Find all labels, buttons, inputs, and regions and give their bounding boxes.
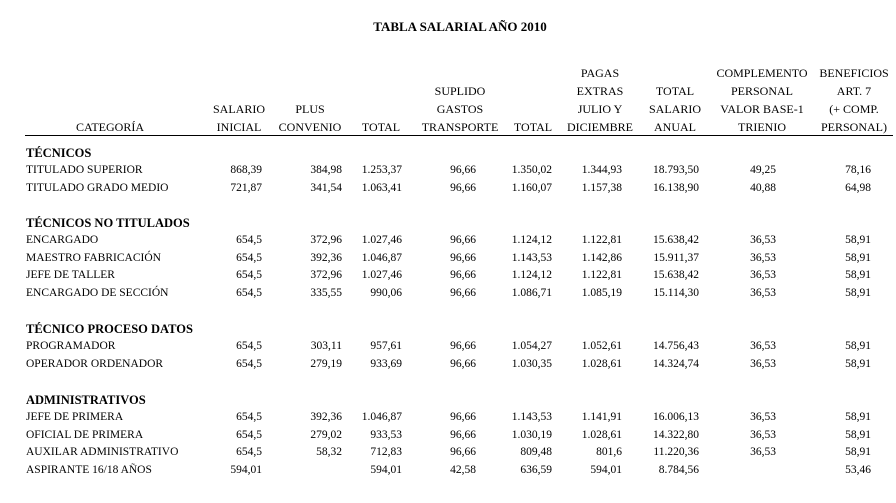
column-header-line: CATEGORÍA <box>76 120 144 134</box>
value-cell: 654,5 <box>236 446 262 459</box>
table-row <box>0 252 896 270</box>
category-cell: OPERADOR ORDENADOR <box>26 357 164 370</box>
value-cell: 96,66 <box>450 287 476 300</box>
value-cell: 58,91 <box>845 251 871 264</box>
section-title: TÉCNICOS <box>26 146 92 160</box>
column-header-line: GASTOS <box>436 102 484 116</box>
section-title: TÉCNICOS NO TITULADOS <box>26 216 190 230</box>
value-cell: 96,66 <box>450 446 476 459</box>
table-row <box>0 164 896 182</box>
value-cell: 654,5 <box>236 428 262 441</box>
column-header <box>560 64 640 136</box>
value-cell: 96,66 <box>450 251 476 264</box>
column-header-line: TOTAL <box>513 120 553 134</box>
value-cell: 933,53 <box>370 428 402 441</box>
value-cell: 96,66 <box>450 164 476 176</box>
value-cell: 11.220,36 <box>653 446 699 459</box>
value-cell: 1.122,81 <box>581 234 622 246</box>
value-cell: 96,66 <box>450 340 476 352</box>
value-cell: 14.322,80 <box>653 428 699 441</box>
column-header-line: PERSONAL <box>730 84 793 98</box>
value-cell: 372,96 <box>310 269 342 282</box>
column-header-line: BENEFICIOS <box>819 66 889 80</box>
column-header-line: SALARIO <box>212 102 265 116</box>
value-cell: 1.028,61 <box>581 357 622 370</box>
column-header <box>204 64 274 136</box>
value-cell: 15.638,42 <box>653 234 699 246</box>
value-cell: 36,53 <box>750 251 776 264</box>
table-row <box>0 269 896 287</box>
value-cell: 58,91 <box>845 357 871 370</box>
column-header-line: ART. 7 <box>836 84 872 98</box>
value-cell: 654,5 <box>236 234 262 246</box>
table-row <box>0 464 896 482</box>
column-header <box>814 64 894 136</box>
column-header-line: PAGAS <box>580 66 620 80</box>
value-cell: 40,88 <box>750 181 776 194</box>
value-cell: 96,66 <box>450 269 476 282</box>
value-cell: 36,53 <box>750 340 776 352</box>
column-header <box>351 64 411 136</box>
value-cell: 1.350,02 <box>511 164 552 176</box>
value-cell: 1.063,41 <box>361 181 402 194</box>
value-cell: 58,91 <box>845 446 871 459</box>
value-cell: 279,19 <box>310 357 342 370</box>
column-header <box>710 64 814 136</box>
value-cell: 384,98 <box>310 164 342 176</box>
section-title: ADMINISTRATIVOS <box>26 393 146 407</box>
value-cell: 15.114,30 <box>653 287 699 300</box>
value-cell: 303,11 <box>310 340 342 352</box>
column-header-line: TRANSPORTE <box>421 120 499 134</box>
value-cell: 36,53 <box>750 446 776 459</box>
value-cell: 1.046,87 <box>361 251 402 264</box>
column-header-line: PLUS <box>295 102 325 116</box>
column-header <box>415 64 505 136</box>
table-row <box>0 446 896 464</box>
value-cell: 1.054,27 <box>511 340 552 352</box>
value-cell: 1.124,12 <box>511 234 552 246</box>
value-cell: 957,61 <box>370 340 402 352</box>
column-header-line: SUPLIDO <box>434 84 486 98</box>
column-header <box>640 64 710 136</box>
value-cell: 990,06 <box>370 287 402 300</box>
value-cell: 36,53 <box>750 357 776 370</box>
value-cell: 594,01 <box>370 464 402 477</box>
value-cell: 14.324,74 <box>653 357 699 370</box>
value-cell: 1.028,61 <box>581 428 622 441</box>
table-row <box>0 340 896 358</box>
value-cell: 933,69 <box>370 357 402 370</box>
value-cell: 392,36 <box>310 251 342 264</box>
value-cell: 372,96 <box>310 234 342 246</box>
category-cell: JEFE DE TALLER <box>26 269 115 282</box>
table-row <box>0 429 896 447</box>
value-cell: 16.138,90 <box>653 181 699 194</box>
value-cell: 58,91 <box>845 234 871 246</box>
value-cell: 8.784,56 <box>658 464 699 477</box>
value-cell: 42,58 <box>450 464 476 477</box>
column-header-line: VALOR BASE-1 <box>720 102 804 116</box>
column-header-line: JULIO Y <box>577 102 623 116</box>
column-header-line: EXTRAS <box>576 84 624 98</box>
value-cell: 636,59 <box>520 464 552 477</box>
value-cell: 392,36 <box>310 411 342 423</box>
value-cell: 96,66 <box>450 234 476 246</box>
value-cell: 1.142,86 <box>581 251 622 264</box>
value-cell: 721,87 <box>230 181 262 194</box>
column-header-line: ANUAL <box>654 120 696 134</box>
value-cell: 96,66 <box>450 181 476 194</box>
value-cell: 1.157,38 <box>581 181 622 194</box>
value-cell: 96,66 <box>450 428 476 441</box>
value-cell: 1.253,37 <box>361 164 402 176</box>
column-header <box>508 64 558 136</box>
value-cell: 58,91 <box>845 411 871 423</box>
value-cell: 36,53 <box>750 287 776 300</box>
value-cell: 36,53 <box>750 269 776 282</box>
column-header-line: PERSONAL) <box>820 120 887 134</box>
value-cell: 96,66 <box>450 411 476 423</box>
value-cell: 15.911,37 <box>653 251 699 264</box>
value-cell: 49,25 <box>750 164 776 176</box>
value-cell: 15.638,42 <box>653 269 699 282</box>
table-row <box>0 358 896 376</box>
value-cell: 801,6 <box>596 446 622 459</box>
value-cell: 18.793,50 <box>653 164 699 176</box>
value-cell: 335,55 <box>310 287 342 300</box>
value-cell: 1.027,46 <box>361 269 402 282</box>
value-cell: 654,5 <box>236 287 262 300</box>
value-cell: 868,39 <box>230 164 262 176</box>
value-cell: 1.143,53 <box>511 411 552 423</box>
value-cell: 1.124,12 <box>511 269 552 282</box>
category-cell: OFICIAL DE PRIMERA <box>26 428 144 441</box>
category-cell: TITULADO SUPERIOR <box>26 164 143 176</box>
value-cell: 36,53 <box>750 428 776 441</box>
table-row <box>0 287 896 305</box>
table-row <box>0 234 896 252</box>
value-cell: 594,01 <box>590 464 622 477</box>
value-cell: 14.756,43 <box>653 340 699 352</box>
value-cell: 16.006,13 <box>653 411 699 423</box>
column-header-line: SALARIO <box>648 102 701 116</box>
table-row <box>0 182 896 200</box>
value-cell: 36,53 <box>750 411 776 423</box>
value-cell: 279,02 <box>310 428 342 441</box>
category-cell: ENCARGADO DE SECCIÓN <box>26 287 169 300</box>
value-cell: 654,5 <box>236 251 262 264</box>
section-title: TÉCNICO PROCESO DATOS <box>26 322 193 336</box>
category-cell: ENCARGADO <box>26 234 99 246</box>
column-header-line: COMPLEMENTO <box>716 66 808 80</box>
column-header-line: INICIAL <box>216 120 262 134</box>
column-header-line: CONVENIO <box>278 120 342 134</box>
value-cell: 1.030,35 <box>511 357 552 370</box>
column-header-line: DICIEMBRE <box>567 120 633 134</box>
category-cell: TITULADO GRADO MEDIO <box>26 181 169 194</box>
category-cell: MAESTRO FABRICACIÓN <box>26 251 161 264</box>
column-header-line: TRIENIO <box>738 120 786 134</box>
header-rule <box>25 135 893 136</box>
column-header-line: TOTAL <box>361 120 401 134</box>
value-cell: 53,46 <box>845 464 871 477</box>
value-cell: 1.143,53 <box>511 251 552 264</box>
value-cell: 654,5 <box>236 357 262 370</box>
value-cell: 78,16 <box>845 164 871 176</box>
value-cell: 594,01 <box>230 464 262 477</box>
table-row <box>0 411 896 429</box>
category-cell: JEFE DE PRIMERA <box>26 411 124 423</box>
page-title: TABLA SALARIAL AÑO 2010 <box>373 19 547 34</box>
value-cell: 1.052,61 <box>581 340 622 352</box>
category-cell: ASPIRANTE 16/18 AÑOS <box>26 464 152 477</box>
category-cell: PROGRAMADOR <box>26 340 116 352</box>
value-cell: 96,66 <box>450 357 476 370</box>
value-cell: 1.046,87 <box>361 411 402 423</box>
value-cell: 64,98 <box>845 181 871 194</box>
value-cell: 712,83 <box>370 446 402 459</box>
value-cell: 58,32 <box>316 446 342 459</box>
value-cell: 58,91 <box>845 428 871 441</box>
column-header <box>30 64 190 136</box>
value-cell: 36,53 <box>750 234 776 246</box>
value-cell: 58,91 <box>845 269 871 282</box>
value-cell: 654,5 <box>236 340 262 352</box>
category-cell: AUXILAR ADMINISTRATIVO <box>26 446 179 459</box>
value-cell: 1.344,93 <box>581 164 622 176</box>
value-cell: 1.160,07 <box>511 181 552 194</box>
column-header-line: (+ COMP. <box>829 102 879 116</box>
column-header <box>272 64 348 136</box>
value-cell: 809,48 <box>520 446 552 459</box>
value-cell: 58,91 <box>845 287 871 300</box>
value-cell: 654,5 <box>236 269 262 282</box>
value-cell: 1.122,81 <box>581 269 622 282</box>
column-header-line: TOTAL <box>655 84 695 98</box>
value-cell: 654,5 <box>236 411 262 423</box>
value-cell: 1.086,71 <box>511 287 552 300</box>
value-cell: 1.030,19 <box>511 428 552 441</box>
value-cell: 1.141,91 <box>581 411 622 423</box>
value-cell: 58,91 <box>845 340 871 352</box>
value-cell: 341,54 <box>310 181 342 194</box>
value-cell: 1.085,19 <box>581 287 622 300</box>
value-cell: 1.027,46 <box>361 234 402 246</box>
